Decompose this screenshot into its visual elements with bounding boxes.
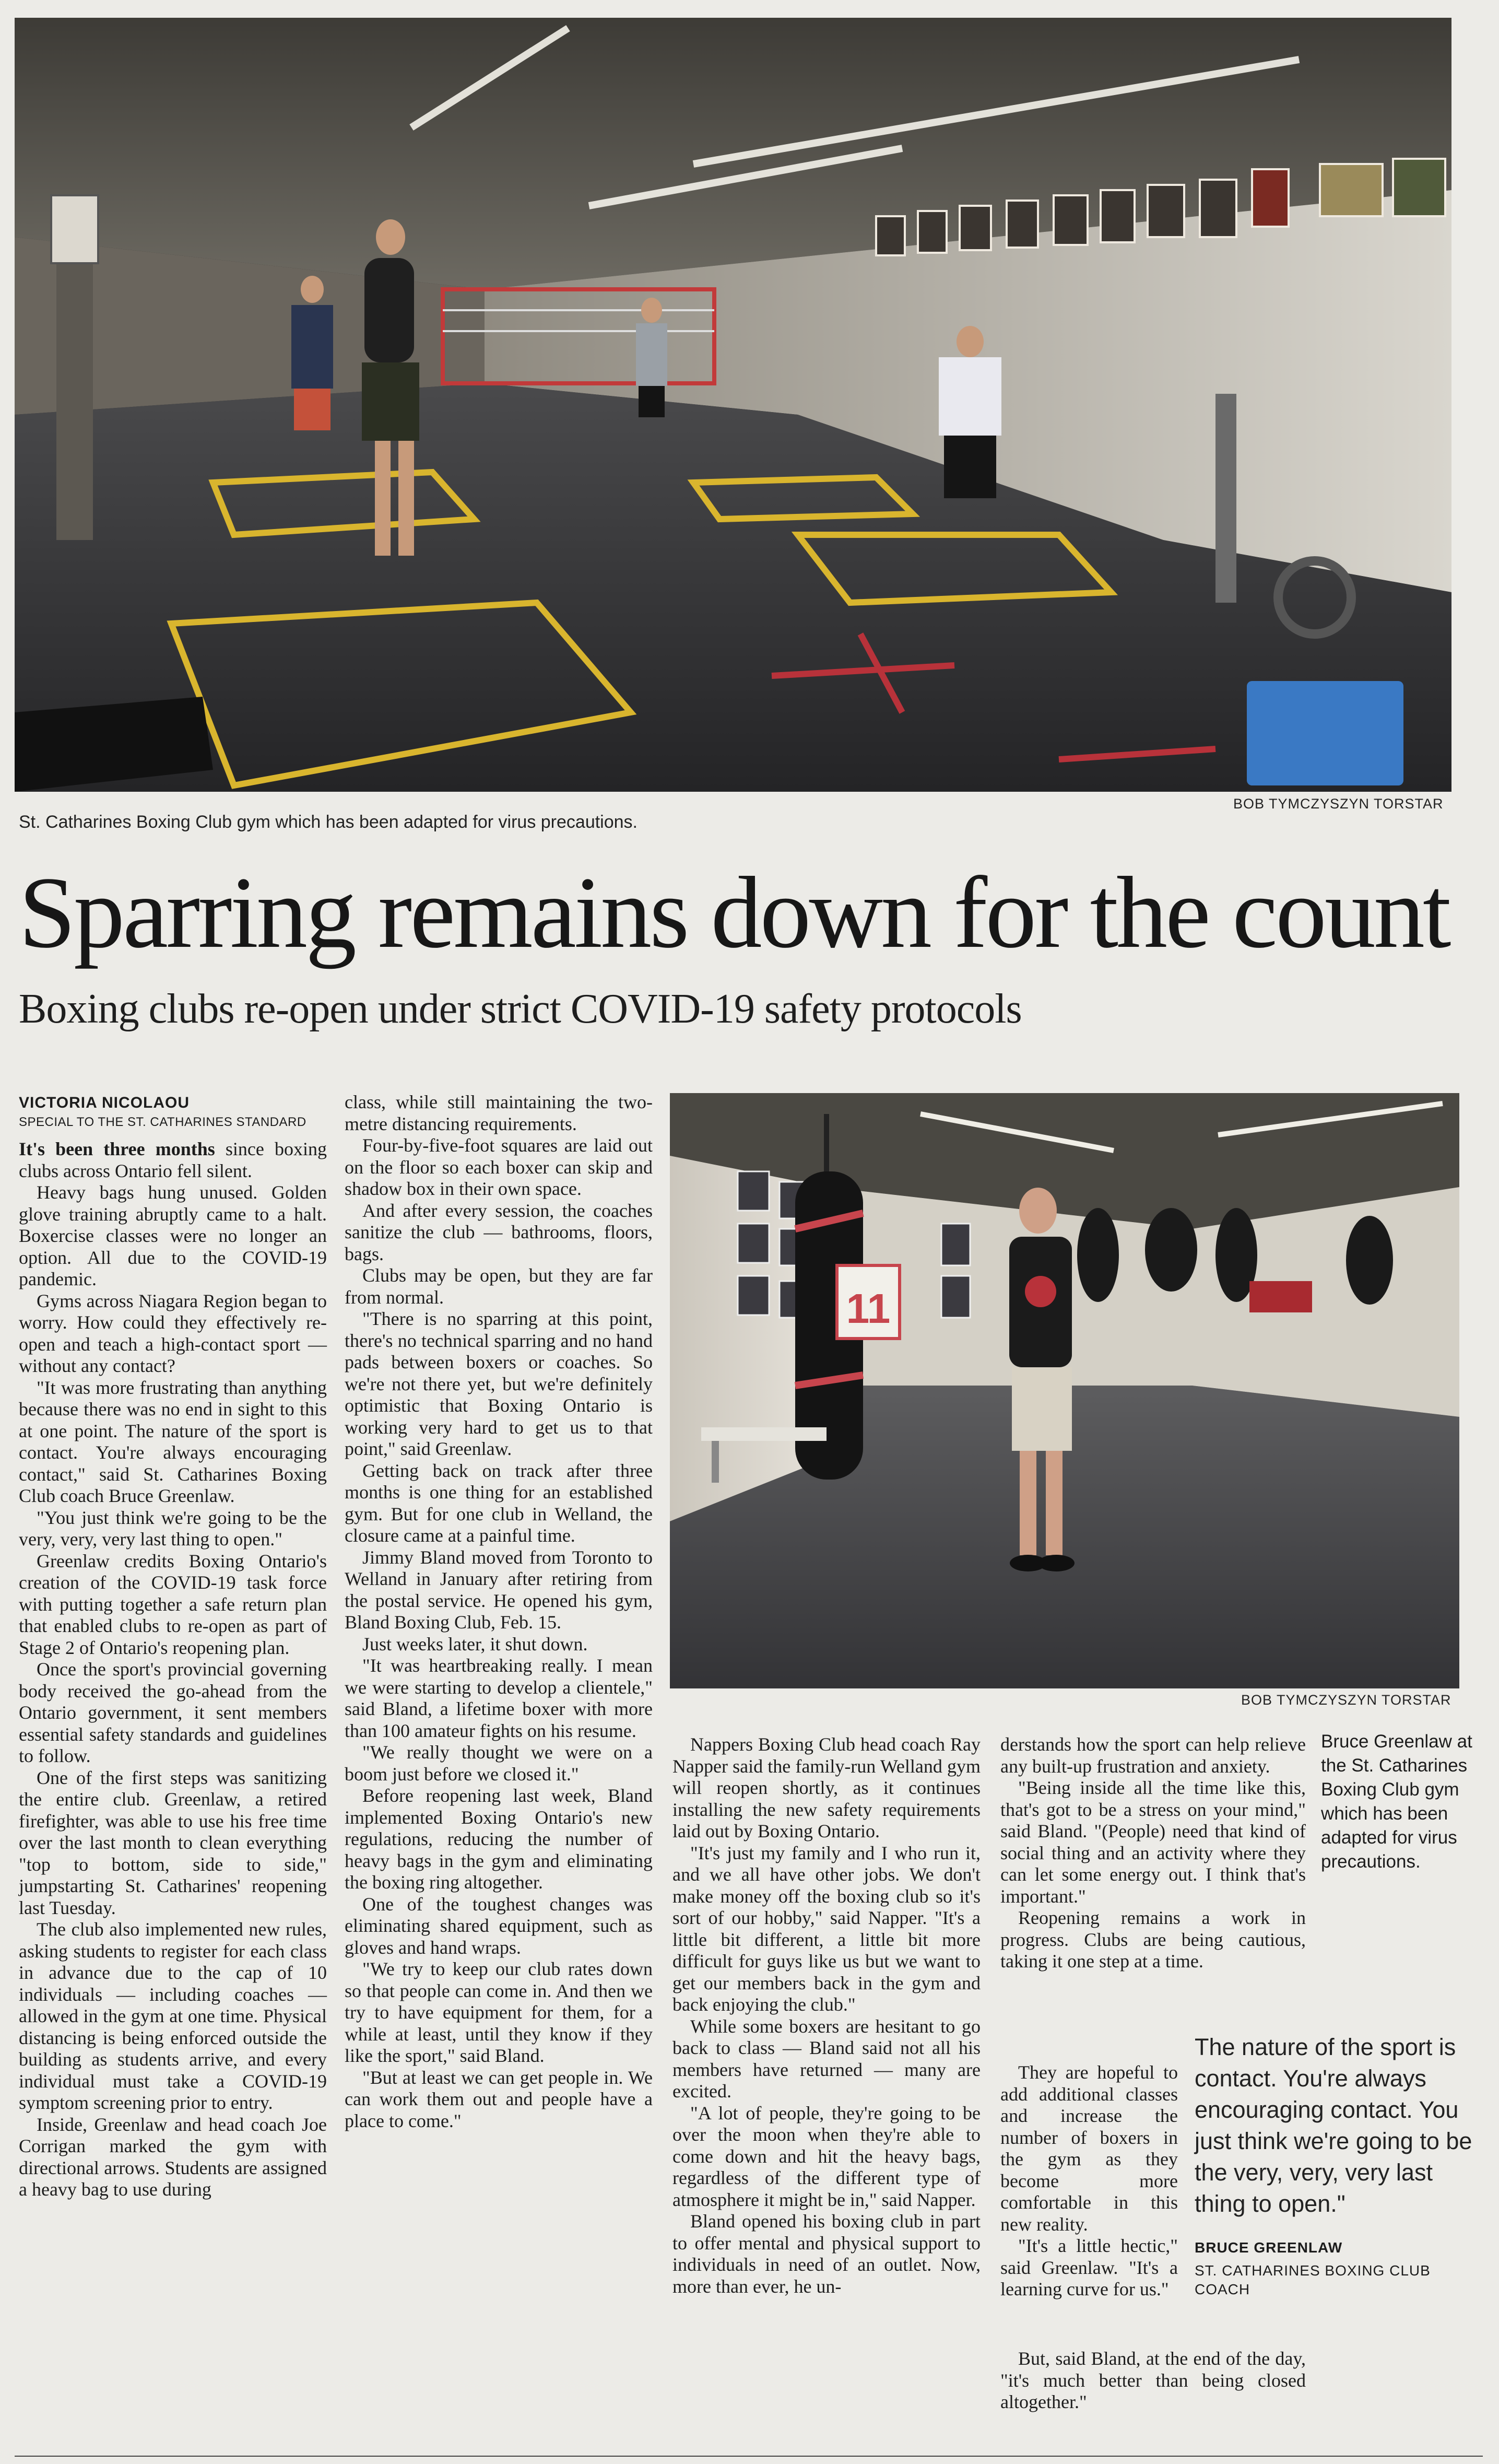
bag-sign-number: 11: [846, 1285, 891, 1332]
paragraph: Greenlaw credits Boxing Ontario's creation of the COVID-19 task force with putting together a safe return plan that enabled clubs to re-open as part of Stage 2 of Ontario's reopening plan.: [19, 1550, 327, 1658]
pull-quote-name: BRUCE GREENLAW: [1195, 2239, 1343, 2256]
paragraph: "We try to keep our club rates down so that people can come in. And then we try to have equipment for them, for a while at least, until they know if they like the sport," said Bland.: [345, 1958, 653, 2066]
paragraph: And after every session, the coaches sanitize the club — bathrooms, floors, bags.: [345, 1200, 653, 1264]
bottom-photo: [670, 1093, 1459, 1688]
paragraph: Jimmy Bland moved from Toronto to Welland in January after retiring from the postal service. He opened his gym, Bland Boxing Club, Feb. 15.: [345, 1546, 653, 1633]
article-column-4-end: [1000, 2348, 1306, 2413]
paragraph: Heavy bags hung unused. Golden glove training abruptly came to a halt. Boxercise classes were no longer an option. All due to the COVID-19 pandemic.: [19, 1182, 327, 1289]
article-column-4: [1000, 1734, 1306, 1973]
pull-quote-title: ST. CATHARINES BOXING CLUB COACH: [1195, 2262, 1431, 2297]
paragraph: Just weeks later, it shut down.: [362, 1633, 588, 1655]
paragraph: Four-by-five-foot squares are laid out on the floor so each boxer can skip and shadow box in their own space.: [345, 1135, 653, 1199]
lead-words: It's been three months: [19, 1139, 215, 1159]
paragraph: But, said Bland, at the end of the day, "it's much better than being closed altogether.": [1000, 2348, 1306, 2412]
headline: Sparring remains down for the count: [19, 856, 1449, 969]
pull-quote: The nature of the sport is contact. You're always encouraging contact. You just think we're going to be the very, very, very last thing to open.": [1195, 2034, 1472, 2217]
top-photo-credit: BOB TYMCZYSZYN TORSTAR: [1233, 796, 1444, 812]
bottom-rule: [15, 2456, 1483, 2457]
paragraph: "A lot of people, they're going to be over the moon when they're able to come down and hit the heavy bags, regardless of the different type of atmosphere it might be in," said Napper.: [672, 2102, 981, 2210]
paragraph: "But at least we can get people in. We can work them out and people have a place to come.": [345, 2067, 653, 2131]
article-column-4-narrow: [1000, 2062, 1178, 2301]
paragraph: "Being inside all the time like this, that's got to be a stress on your mind," said Bland. "(People) need that kind of social thing and an activity where they can let some energy out. I think that's important.": [1000, 1777, 1306, 1907]
paragraph: Nappers Boxing Club head coach Ray Napper said the family-run Welland gym will reopen shortly, as it continues installing the new safety requirements laid out by Boxing Ontario.: [672, 1734, 981, 1841]
bottom-photo-credit: BOB TYMCZYSZYN TORSTAR: [1241, 1692, 1451, 1708]
top-photo-caption: St. Catharines Boxing Club gym which has been adapted for virus precautions.: [19, 812, 638, 832]
paragraph: Gyms across Niagara Region began to worry. How could they effectively re-open and teach a high-contact sport — without any contact?: [19, 1290, 327, 1376]
paragraph: since boxing clubs across Ontario fell silent.: [19, 1139, 327, 1181]
paragraph: Bland opened his boxing club in part to offer mental and physical support to individuals in need of an outlet. Now, more than ever, he un-: [672, 2211, 981, 2297]
paragraph: "It was heartbreaking really. I mean we were starting to develop a clientele," said Bland, a lifetime boxer with more than 100 amateur fights on his resume.: [345, 1655, 653, 1741]
paragraph: "It's a little hectic," said Greenlaw. "It's a learning curve for us.": [1000, 2235, 1178, 2299]
paragraph: derstands how the sport can help relieve any built-up frustration and anxiety.: [1000, 1734, 1306, 1777]
bottom-photo-caption: Bruce Greenlaw at the St. Catharines Boxing Club gym which has been adapted for virus precautions.: [1321, 1731, 1472, 1872]
paragraph: Reopening remains a work in progress. Clubs are being cautious, taking it one step at a time.: [1000, 1907, 1306, 1972]
article-column-2: [345, 1092, 653, 2132]
byline-title: SPECIAL TO THE ST. CATHARINES STANDARD: [19, 1115, 306, 1129]
subheadline: Boxing clubs re-open under strict COVID-19 safety protocols: [19, 986, 1022, 1032]
paragraph: The club also implemented new rules, asking students to register for each class in advance due to the cap of 10 individuals — including coaches — allowed in the gym at one time. Physical distancing is being enforced outside the building as students arrive, and every individual must take a COVID-19 symptom screening prior to entry.: [19, 1919, 327, 2113]
paragraph: While some boxers are hesitant to go back to class — Bland said not all his members have returned — many are excited.: [672, 2015, 981, 2102]
byline-author: VICTORIA NICOLAOU: [19, 1094, 190, 1111]
paragraph: class, while still maintaining the two-metre distancing requirements.: [345, 1092, 653, 1134]
paragraph: "We really thought we were on a boom just before we closed it.": [345, 1742, 653, 1785]
paragraph: Inside, Greenlaw and head coach Joe Corrigan marked the gym with directional arrows. Students are assigned a heavy bag to use during: [19, 2114, 327, 2200]
paragraph: They are hopeful to add additional classes and increase the number of boxers in the gym as they become more comfortable in this new reality.: [1000, 2062, 1178, 2235]
paragraph: Once the sport's provincial governing body received the go-ahead from the Ontario government, it sent members essential safety standards and guidelines to follow.: [19, 1659, 327, 1766]
article-column-1: [19, 1139, 327, 2201]
article-column-3: [672, 1734, 981, 2297]
paragraph: One of the first steps was sanitizing the entire club. Greenlaw, a retired firefighter, was able to use his free time over the last month to clean everything "top to bottom, side to side," jumpstarting St. Catharines' reopening last Tuesday.: [19, 1767, 327, 1918]
top-photo: [15, 18, 1451, 792]
paragraph: Clubs may be open, but they are far from normal.: [345, 1265, 653, 1308]
paragraph: One of the toughest changes was eliminating shared equipment, such as gloves and hand wraps.: [345, 1893, 653, 1958]
paragraph: "There is no sparring at this point, there's no technical sparring and no hand pads between boxers or coaches. So we're not there yet, but we're definitely optimistic that Boxing Ontario is working very hard to get us to that point," said Greenlaw.: [345, 1308, 653, 1459]
paragraph: "It's just my family and I who run it, and we all have other jobs. We don't make money off the boxing club so it's sort of our hobby," said Napper. "It's a little bit different, a little bit more difficult for guys like us but we want to get our members back in the gym and back enjoying the club.": [672, 1842, 981, 2015]
paragraph: "You just think we're going to be the very, very, very last thing to open.": [19, 1507, 327, 1550]
paragraph: Getting back on track after three months is one thing for an established gym. But for one club in Welland, the closure came at a painful time.: [345, 1460, 653, 1546]
paragraph: "It was more frustrating than anything because there was no end in sight to this at one point. The nature of the sport is contact. You're always encouraging contact," said St. Catharines Boxing Club coach Bruce Greenlaw.: [19, 1377, 327, 1506]
paragraph: Before reopening last week, Bland implemented Boxing Ontario's new regulations, reducing the number of heavy bags in the gym and eliminating the boxing ring altogether.: [345, 1785, 653, 1893]
